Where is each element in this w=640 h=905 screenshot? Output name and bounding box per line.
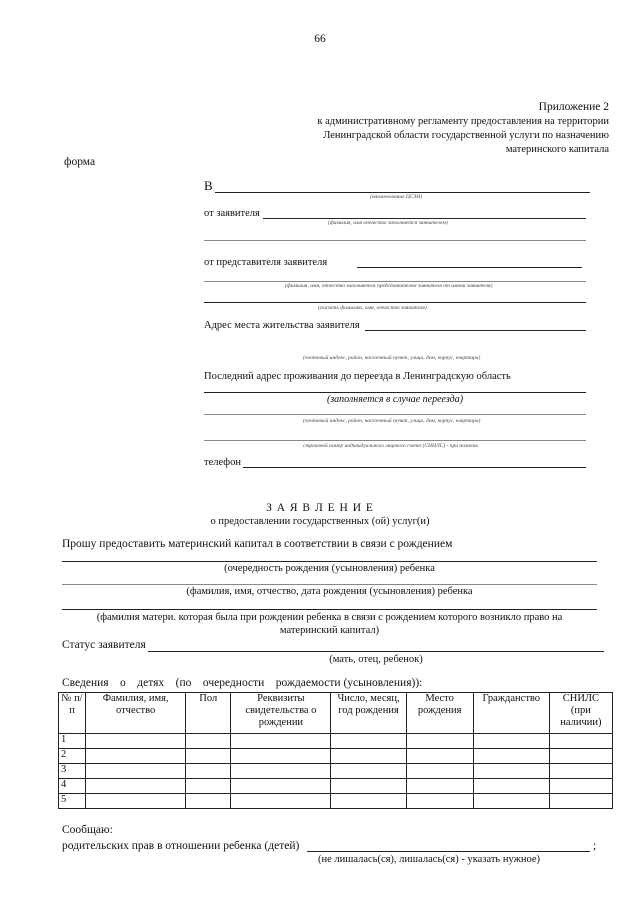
table-cell[interactable] xyxy=(549,794,612,809)
table-cell[interactable] xyxy=(549,749,612,764)
phone-line[interactable] xyxy=(243,467,586,468)
appendix-title: Приложение 2 xyxy=(538,101,609,113)
phone-label: телефон xyxy=(204,457,241,468)
table-cell[interactable] xyxy=(186,749,231,764)
appendix-line-2: Ленинградской области государственной услуги по назначению xyxy=(323,130,609,141)
table-cell[interactable] xyxy=(186,734,231,749)
appendix-line-3: материнского капитала xyxy=(505,144,609,155)
child-name-line[interactable] xyxy=(62,584,597,585)
table-cell[interactable] xyxy=(231,749,331,764)
from-rep-line[interactable] xyxy=(357,267,582,268)
children-caption: Сведения о детях (по очередности рождаемости (усыновления)): xyxy=(62,677,423,689)
rights-hint: (не лишалась(ся), лишалась(ся) - указать нужное) xyxy=(318,854,540,865)
to-line[interactable] xyxy=(215,192,590,193)
residence-label: Адрес места жительства заявителя xyxy=(204,320,360,331)
birth-order-line[interactable] xyxy=(62,561,597,562)
last-address-label: Последний адрес проживания до переезда в Ленинградскую область xyxy=(204,371,511,382)
table-cell[interactable] xyxy=(406,764,473,779)
report-label: Сообщаю: xyxy=(62,824,113,836)
row-number: 2 xyxy=(59,749,86,764)
header-birthdate: Число, месяц, год рождения xyxy=(331,693,406,734)
row-number: 3 xyxy=(59,764,86,779)
mother-name-hint-a: (фамилия матери. которая была при рождении ребенка в связи с рождением которого возникло право на xyxy=(96,612,563,623)
from-rep-line-3[interactable] xyxy=(204,302,586,303)
snils-hint: страховой номер индивидуального лицевого счета (СНИЛС) - при наличии xyxy=(303,443,479,449)
residence-hint: (почтовый индекс, район, населенный пункт, улица, дом, корпус, квартира) xyxy=(303,355,481,361)
header-birthplace: Место рождения xyxy=(406,693,473,734)
rights-line[interactable] xyxy=(307,851,590,852)
children-table xyxy=(58,692,613,809)
rights-semicolon: ; xyxy=(593,840,597,852)
table-cell[interactable] xyxy=(331,779,406,794)
table-cell[interactable] xyxy=(86,734,186,749)
table-cell[interactable] xyxy=(231,734,331,749)
status-line[interactable] xyxy=(148,651,604,652)
status-hint: (мать, отец, ребенок) xyxy=(329,654,423,665)
table-cell[interactable] xyxy=(473,764,549,779)
header-sex: Пол xyxy=(186,693,231,734)
mother-name-hint-b: материнский капитал) xyxy=(279,625,380,636)
request-text: Прошу предоставить материнский капитал в соответствии в связи с рождением xyxy=(62,538,453,550)
table-cell[interactable] xyxy=(473,749,549,764)
mother-name-line[interactable] xyxy=(62,609,597,610)
table-row xyxy=(59,779,613,794)
from-rep-hint-2: (указать фамилию, имя, отчество заявителя) xyxy=(318,305,427,311)
header-snils: СНИЛС (при наличии) xyxy=(549,693,612,734)
table-cell[interactable] xyxy=(549,764,612,779)
table-cell[interactable] xyxy=(473,779,549,794)
to-prefix: В xyxy=(204,178,213,193)
table-cell[interactable] xyxy=(231,794,331,809)
snils-line[interactable] xyxy=(204,440,586,441)
from-rep-line-2[interactable] xyxy=(204,281,586,282)
table-row xyxy=(59,749,613,764)
table-row xyxy=(59,734,613,749)
table-cell[interactable] xyxy=(406,794,473,809)
row-number: 1 xyxy=(59,734,86,749)
table-cell[interactable] xyxy=(473,734,549,749)
row-number: 4 xyxy=(59,779,86,794)
table-cell[interactable] xyxy=(331,749,406,764)
table-cell[interactable] xyxy=(331,794,406,809)
from-applicant-line[interactable] xyxy=(263,218,586,219)
header-num: № п/п xyxy=(59,693,86,734)
table-cell[interactable] xyxy=(231,779,331,794)
table-cell[interactable] xyxy=(86,779,186,794)
birth-order-hint: (очередность рождения (усыновления) ребенка xyxy=(224,563,435,574)
table-cell[interactable] xyxy=(331,734,406,749)
last-address-hint: (почтовый индекс, район, населенный пункт, улица, дом, корпус, квартира) xyxy=(303,418,481,424)
table-cell[interactable] xyxy=(549,779,612,794)
from-rep-label: от представителя заявителя xyxy=(204,257,328,268)
table-cell[interactable] xyxy=(186,794,231,809)
from-applicant-label: от заявителя xyxy=(204,208,260,219)
table-cell[interactable] xyxy=(86,749,186,764)
table-cell[interactable] xyxy=(406,734,473,749)
last-address-line[interactable] xyxy=(204,392,586,393)
table-row xyxy=(59,764,613,779)
children-header-row xyxy=(59,693,613,734)
from-applicant-hint: (фамилия, имя отчество заполняется заявителем) xyxy=(328,220,448,226)
child-name-hint: (фамилия, имя, отчество, дата рождения (усыновления) ребенка xyxy=(186,586,473,597)
table-cell[interactable] xyxy=(86,764,186,779)
rights-label: родительских прав в отношении ребенка (детей) xyxy=(62,840,300,852)
status-label: Статус заявителя xyxy=(62,639,146,651)
to-hint: (наименование ЦСЗН) xyxy=(370,194,423,200)
statement-subtitle: о предоставлении государственных (ой) услуг(и) xyxy=(210,516,430,527)
table-cell[interactable] xyxy=(231,764,331,779)
from-applicant-line-2[interactable] xyxy=(204,240,586,241)
table-cell[interactable] xyxy=(331,764,406,779)
page-number: 66 xyxy=(314,33,326,45)
table-row xyxy=(59,794,613,809)
table-cell[interactable] xyxy=(406,749,473,764)
header-citizenship: Гражданство xyxy=(473,693,549,734)
header-fio: Фамилия, имя, отчество xyxy=(86,693,186,734)
statement-title: З А Я В Л Е Н И Е xyxy=(266,502,374,514)
row-number: 5 xyxy=(59,794,86,809)
table-cell[interactable] xyxy=(186,779,231,794)
table-cell[interactable] xyxy=(549,734,612,749)
last-address-note: (заполняется в случае переезда) xyxy=(326,394,464,405)
from-rep-hint: (фамилия, имя, отчество заполняется представителем заявителя от имени заявителя) xyxy=(285,283,493,289)
form-label: форма xyxy=(64,156,96,168)
table-cell[interactable] xyxy=(473,794,549,809)
residence-line[interactable] xyxy=(365,330,586,331)
table-cell[interactable] xyxy=(86,794,186,809)
header-certificate: Реквизиты свидетельства о рождении xyxy=(231,693,331,734)
table-cell[interactable] xyxy=(186,764,231,779)
appendix-line-1: к административному регламенту предоставления на территории xyxy=(317,116,609,127)
last-address-line-2[interactable] xyxy=(204,414,586,415)
table-cell[interactable] xyxy=(406,779,473,794)
